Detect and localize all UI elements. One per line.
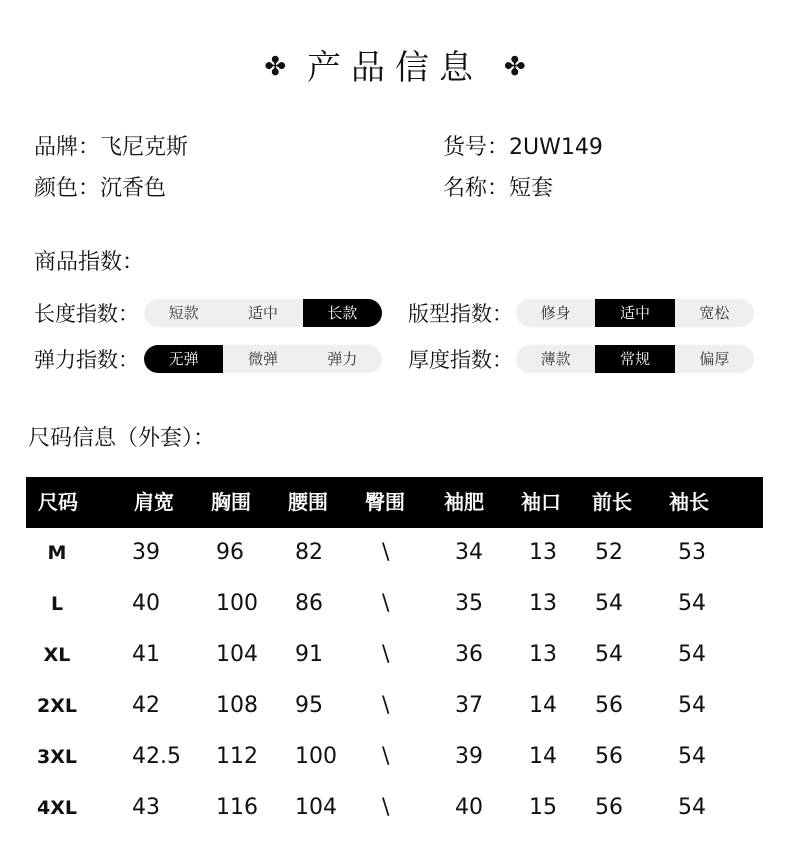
cell-sleeve-length: 54 xyxy=(678,795,706,820)
cell-sleeve-length: 53 xyxy=(678,540,706,565)
cell-sleeve-width: 39 xyxy=(455,744,483,769)
length-option-long-selected: 长款 xyxy=(303,299,382,327)
cell-sleeve-width: 36 xyxy=(455,642,483,667)
cell-front-length: 54 xyxy=(595,591,623,616)
fit-option-regular-selected: 适中 xyxy=(595,299,674,327)
cell-front-length: 56 xyxy=(595,744,623,769)
cell-hip: \ xyxy=(382,540,390,565)
clover-icon: ✤ xyxy=(503,52,526,82)
cell-shoulder: 43 xyxy=(132,795,160,820)
cell-cuff: 14 xyxy=(529,693,557,718)
cell-front-length: 52 xyxy=(595,540,623,565)
elasticity-option-slight: 微弹 xyxy=(247,350,278,368)
cell-front-length: 54 xyxy=(595,642,623,667)
header-size: 尺码 xyxy=(38,490,78,514)
header-chest: 胸围 xyxy=(211,490,251,514)
cell-size: L xyxy=(50,593,64,615)
index-section-title: 商品指数： xyxy=(34,250,145,275)
cell-sleeve-width: 34 xyxy=(455,540,483,565)
brand-info: 品牌：飞尼克斯 xyxy=(34,135,189,160)
cell-waist: 104 xyxy=(295,795,337,820)
cell-shoulder: 40 xyxy=(132,591,160,616)
page-title xyxy=(0,40,790,89)
cell-chest: 108 xyxy=(216,693,258,718)
header-hip: 臀围 xyxy=(365,490,405,514)
cell-front-length: 56 xyxy=(595,795,623,820)
cell-hip: \ xyxy=(382,642,390,667)
size-table-header xyxy=(26,477,763,528)
cell-shoulder: 41 xyxy=(132,642,160,667)
thickness-option-regular-selected: 常规 xyxy=(595,345,674,373)
cell-waist: 82 xyxy=(295,540,323,565)
cell-cuff: 14 xyxy=(529,744,557,769)
cell-chest: 100 xyxy=(216,591,258,616)
cell-shoulder: 42 xyxy=(132,693,160,718)
length-option-short: 短款 xyxy=(168,304,199,322)
cell-chest: 96 xyxy=(216,540,244,565)
cell-shoulder: 42.5 xyxy=(132,744,181,769)
cell-hip: \ xyxy=(382,795,390,820)
header-sleeve-width: 袖肥 xyxy=(444,490,484,514)
cell-chest: 112 xyxy=(216,744,258,769)
cell-size: 3XL xyxy=(37,746,77,768)
page-title-text: 产品信息 xyxy=(307,48,483,88)
cell-sleeve-length: 54 xyxy=(678,591,706,616)
cell-hip: \ xyxy=(382,591,390,616)
length-index-scale xyxy=(144,299,382,327)
cell-sleeve-length: 54 xyxy=(678,693,706,718)
item-number-info: 货号：2UW149 xyxy=(443,135,603,160)
header-front-length: 前长 xyxy=(592,490,632,514)
cell-cuff: 13 xyxy=(529,540,557,565)
fit-index-label: 版型指数： xyxy=(408,302,513,326)
clover-icon: ✤ xyxy=(264,52,287,82)
cell-cuff: 15 xyxy=(529,795,557,820)
cell-size: M xyxy=(47,542,67,564)
size-section-title: 尺码信息（外套）： xyxy=(28,426,216,451)
thickness-index-label: 厚度指数： xyxy=(408,348,513,372)
cell-sleeve-length: 54 xyxy=(678,642,706,667)
cell-sleeve-width: 37 xyxy=(455,693,483,718)
cell-size: 4XL xyxy=(37,797,77,819)
cell-cuff: 13 xyxy=(529,591,557,616)
elasticity-option-none-selected: 无弹 xyxy=(144,345,223,373)
fit-option-slim: 修身 xyxy=(540,304,571,322)
name-info: 名称：短套 xyxy=(443,176,554,201)
elasticity-index-label: 弹力指数： xyxy=(34,348,139,372)
cell-hip: \ xyxy=(382,744,390,769)
cell-front-length: 56 xyxy=(595,693,623,718)
cell-chest: 104 xyxy=(216,642,258,667)
cell-waist: 100 xyxy=(295,744,337,769)
cell-sleeve-width: 40 xyxy=(455,795,483,820)
cell-waist: 91 xyxy=(295,642,323,667)
length-option-medium: 适中 xyxy=(247,304,278,322)
length-index-label: 长度指数： xyxy=(34,302,139,326)
cell-waist: 95 xyxy=(295,693,323,718)
color-info: 颜色：沉香色 xyxy=(34,176,167,201)
thickness-option-thick: 偏厚 xyxy=(699,350,730,368)
fit-index-scale xyxy=(516,299,754,327)
elasticity-index-scale xyxy=(144,345,382,373)
header-cuff: 袖口 xyxy=(521,490,561,514)
cell-cuff: 13 xyxy=(529,642,557,667)
thickness-index-scale xyxy=(516,345,754,373)
cell-chest: 116 xyxy=(216,795,258,820)
cell-sleeve-width: 35 xyxy=(455,591,483,616)
fit-option-loose: 宽松 xyxy=(699,304,730,322)
header-sleeve-length: 袖长 xyxy=(669,490,709,514)
cell-sleeve-length: 54 xyxy=(678,744,706,769)
elasticity-option-stretch: 弹力 xyxy=(327,350,358,368)
cell-size: 2XL xyxy=(37,695,77,717)
thickness-option-thin: 薄款 xyxy=(540,350,571,368)
cell-hip: \ xyxy=(382,693,390,718)
header-waist: 腰围 xyxy=(288,490,328,514)
cell-size: XL xyxy=(43,644,71,666)
cell-waist: 86 xyxy=(295,591,323,616)
cell-shoulder: 39 xyxy=(132,540,160,565)
header-shoulder: 肩宽 xyxy=(134,490,174,514)
